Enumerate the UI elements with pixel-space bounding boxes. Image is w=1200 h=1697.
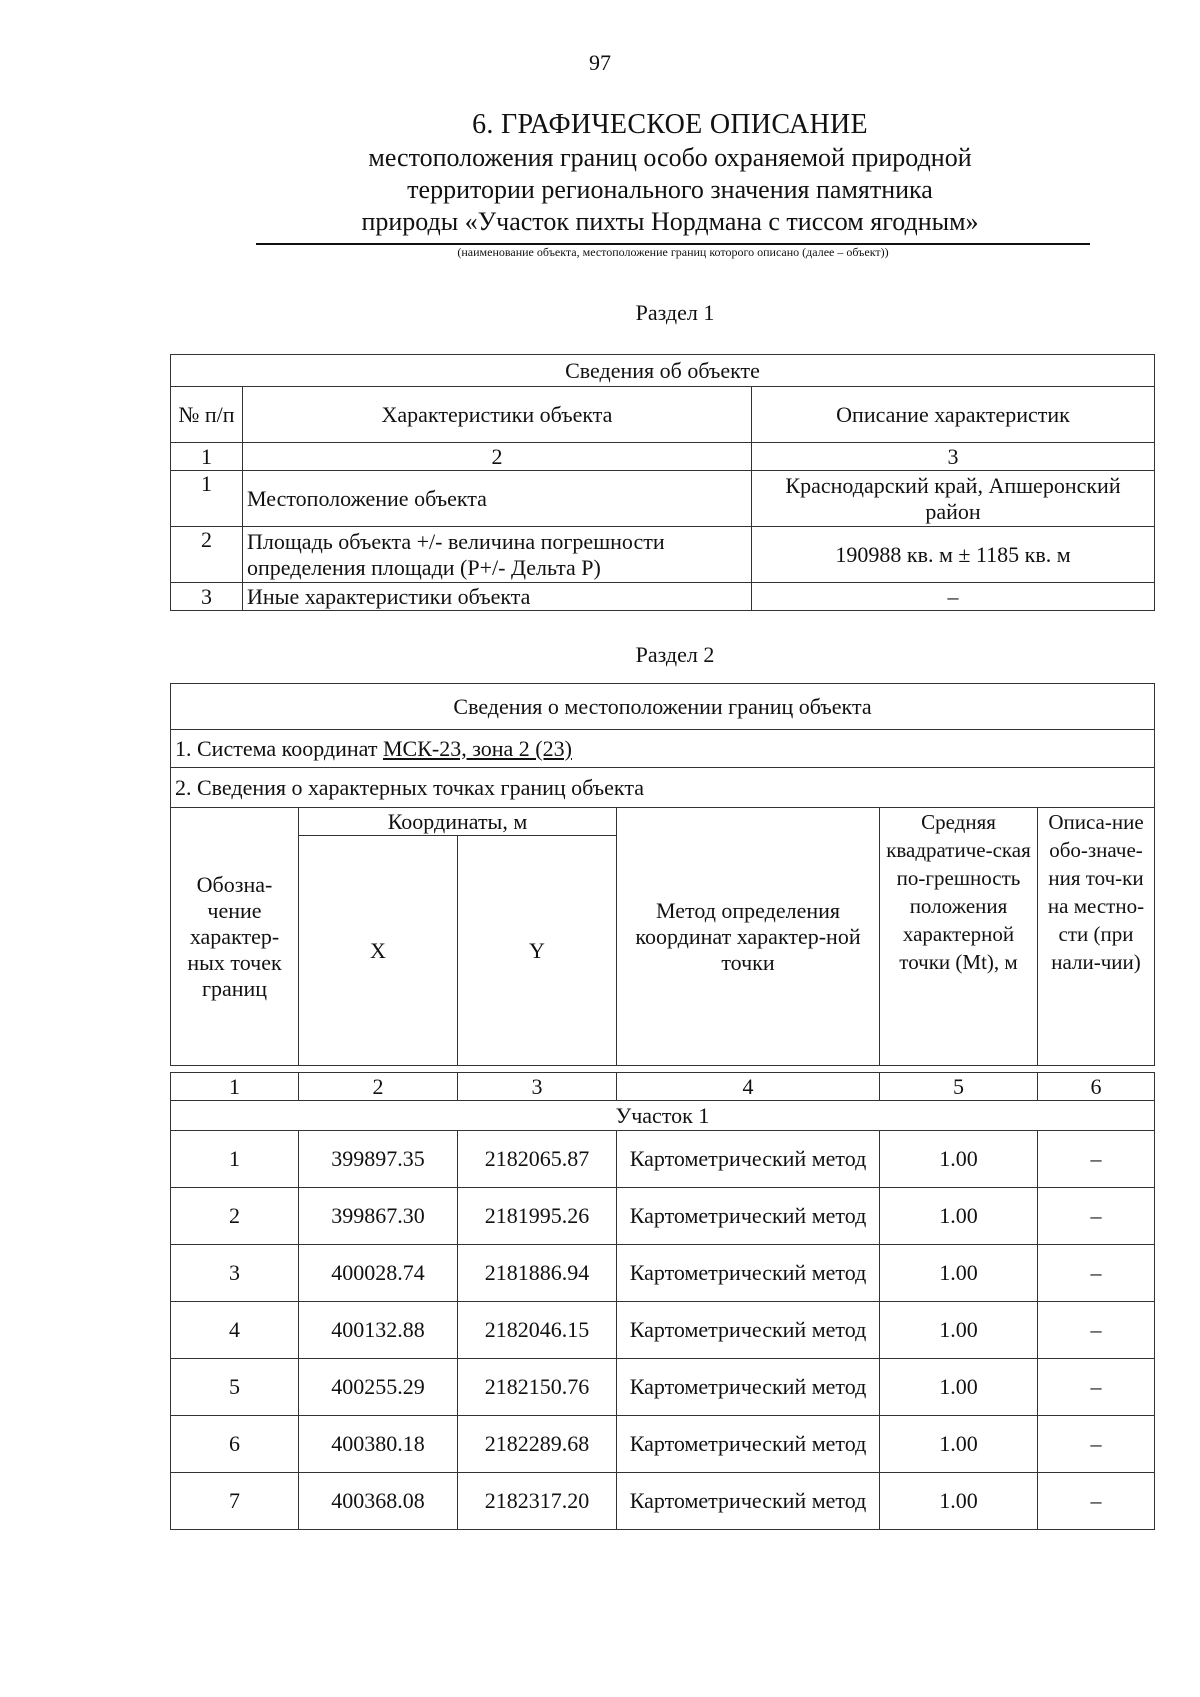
header-error: Средняя квадратиче-ская по-грешность положения характерной точки (Mt), м	[880, 808, 1038, 1066]
point-method: Картометрический метод	[617, 1188, 880, 1245]
coordinate-system-value: МСК-23, зона 2 (23)	[382, 735, 572, 761]
point-x: 400132.88	[299, 1302, 458, 1359]
point-y: 2182289.68	[458, 1416, 617, 1473]
table-row	[171, 583, 1155, 611]
row-number: 1	[171, 471, 243, 527]
page-number: 97	[589, 50, 611, 75]
point-error: 1.00	[880, 1359, 1038, 1416]
point-description: –	[1038, 1188, 1155, 1245]
col-number-1: 1	[171, 1073, 299, 1101]
header-characteristic: Характеристики объекта	[243, 387, 752, 443]
point-number: 1	[171, 1131, 299, 1188]
table-row	[171, 1245, 1155, 1302]
row-description: –	[752, 583, 1155, 611]
point-error: 1.00	[880, 1131, 1038, 1188]
point-error: 1.00	[880, 1302, 1038, 1359]
section2-label: Раздел 2	[635, 642, 715, 667]
header-coordinates: Координаты, м	[299, 808, 617, 836]
point-error: 1.00	[880, 1473, 1038, 1530]
table-row	[171, 1131, 1155, 1188]
point-x: 400380.18	[299, 1416, 458, 1473]
title-main: 6. ГРАФИЧЕСКОЕ ОПИСАНИЕ	[472, 109, 868, 140]
header-spacer	[171, 1066, 1155, 1073]
point-y: 2182317.20	[458, 1473, 617, 1530]
col-number-5: 5	[880, 1073, 1038, 1101]
point-number: 3	[171, 1245, 299, 1302]
point-description: –	[1038, 1245, 1155, 1302]
point-method: Картометрический метод	[617, 1416, 880, 1473]
table-row	[171, 1473, 1155, 1530]
title-caption: (наименование объекта, местоположение границ которого описано (далее – объект))	[457, 245, 889, 259]
row-characteristic: Иные характеристики объекта	[243, 583, 752, 611]
point-x: 400255.29	[299, 1359, 458, 1416]
col-number-3: 3	[458, 1073, 617, 1101]
header-description: Описание характеристик	[752, 387, 1155, 443]
point-method: Картометрический метод	[617, 1359, 880, 1416]
table-row	[171, 1188, 1155, 1245]
point-description: –	[1038, 1359, 1155, 1416]
header-number: № п/п	[171, 387, 243, 443]
title-line-1: местоположения границ особо охраняемой природной	[368, 143, 972, 172]
row-number: 3	[171, 583, 243, 611]
row-number: 2	[171, 527, 243, 583]
col-number-6: 6	[1038, 1073, 1155, 1101]
point-y: 2181886.94	[458, 1245, 617, 1302]
row-description: Краснодарский край, Апшеронский район	[752, 471, 1155, 527]
point-y: 2182065.87	[458, 1131, 617, 1188]
table-row	[171, 1359, 1155, 1416]
table2-title: Сведения о местоположении границ объекта	[171, 684, 1155, 730]
point-method: Картометрический метод	[617, 1245, 880, 1302]
table-row	[171, 1416, 1155, 1473]
boundary-points-table	[170, 683, 1155, 1530]
header-method: Метод определения координат характер-ной точки	[617, 808, 880, 1066]
col-number-4: 4	[617, 1073, 880, 1101]
parcel-label: Участок 1	[171, 1101, 1155, 1131]
col-number-3: 3	[752, 443, 1155, 471]
document-title	[250, 108, 1090, 238]
point-description: –	[1038, 1302, 1155, 1359]
header-y: Y	[458, 836, 617, 1066]
point-x: 400028.74	[299, 1245, 458, 1302]
coordinate-system-prefix: 1. Система координат	[175, 735, 383, 761]
point-error: 1.00	[880, 1245, 1038, 1302]
header-point-description: Описа-ние обо-значе-ния точ-ки на местно-сти (при нали-чии)	[1038, 808, 1155, 1066]
col-number-2: 2	[243, 443, 752, 471]
header-x: X	[299, 836, 458, 1066]
point-method: Картометрический метод	[617, 1473, 880, 1530]
object-info-table	[170, 354, 1155, 611]
point-method: Картометрический метод	[617, 1131, 880, 1188]
row-characteristic: Площадь объекта +/- величина погрешности определения площади (Р+/- Дельта Р)	[243, 527, 752, 583]
point-y: 2182046.15	[458, 1302, 617, 1359]
section1-label: Раздел 1	[635, 300, 715, 325]
table1-title: Сведения об объекте	[171, 355, 1155, 387]
col-number-2: 2	[299, 1073, 458, 1101]
header-designation: Обозна-чение характер-ных точек границ	[171, 808, 299, 1066]
point-x: 400368.08	[299, 1473, 458, 1530]
point-number: 4	[171, 1302, 299, 1359]
point-number: 6	[171, 1416, 299, 1473]
point-error: 1.00	[880, 1416, 1038, 1473]
point-number: 5	[171, 1359, 299, 1416]
col-number-1: 1	[171, 443, 243, 471]
point-description: –	[1038, 1473, 1155, 1530]
point-description: –	[1038, 1416, 1155, 1473]
point-x: 399897.35	[299, 1131, 458, 1188]
point-description: –	[1038, 1131, 1155, 1188]
row-description: 190988 кв. м ± 1185 кв. м	[752, 527, 1155, 583]
point-method: Картометрический метод	[617, 1302, 880, 1359]
point-y: 2182150.76	[458, 1359, 617, 1416]
points-title: 2. Сведения о характерных точках границ объекта	[171, 768, 1155, 808]
row-characteristic: Местоположение объекта	[243, 471, 752, 527]
point-y: 2181995.26	[458, 1188, 617, 1245]
table-row	[171, 1302, 1155, 1359]
title-line-2: территории регионального значения памятника	[407, 175, 933, 204]
point-number: 7	[171, 1473, 299, 1530]
coordinate-system	[171, 730, 1155, 768]
point-number: 2	[171, 1188, 299, 1245]
table-row	[171, 471, 1155, 527]
point-error: 1.00	[880, 1188, 1038, 1245]
point-x: 399867.30	[299, 1188, 458, 1245]
table-row	[171, 527, 1155, 583]
title-line-3: природы «Участок пихты Нордмана с тиссом ягодным»	[361, 207, 979, 236]
